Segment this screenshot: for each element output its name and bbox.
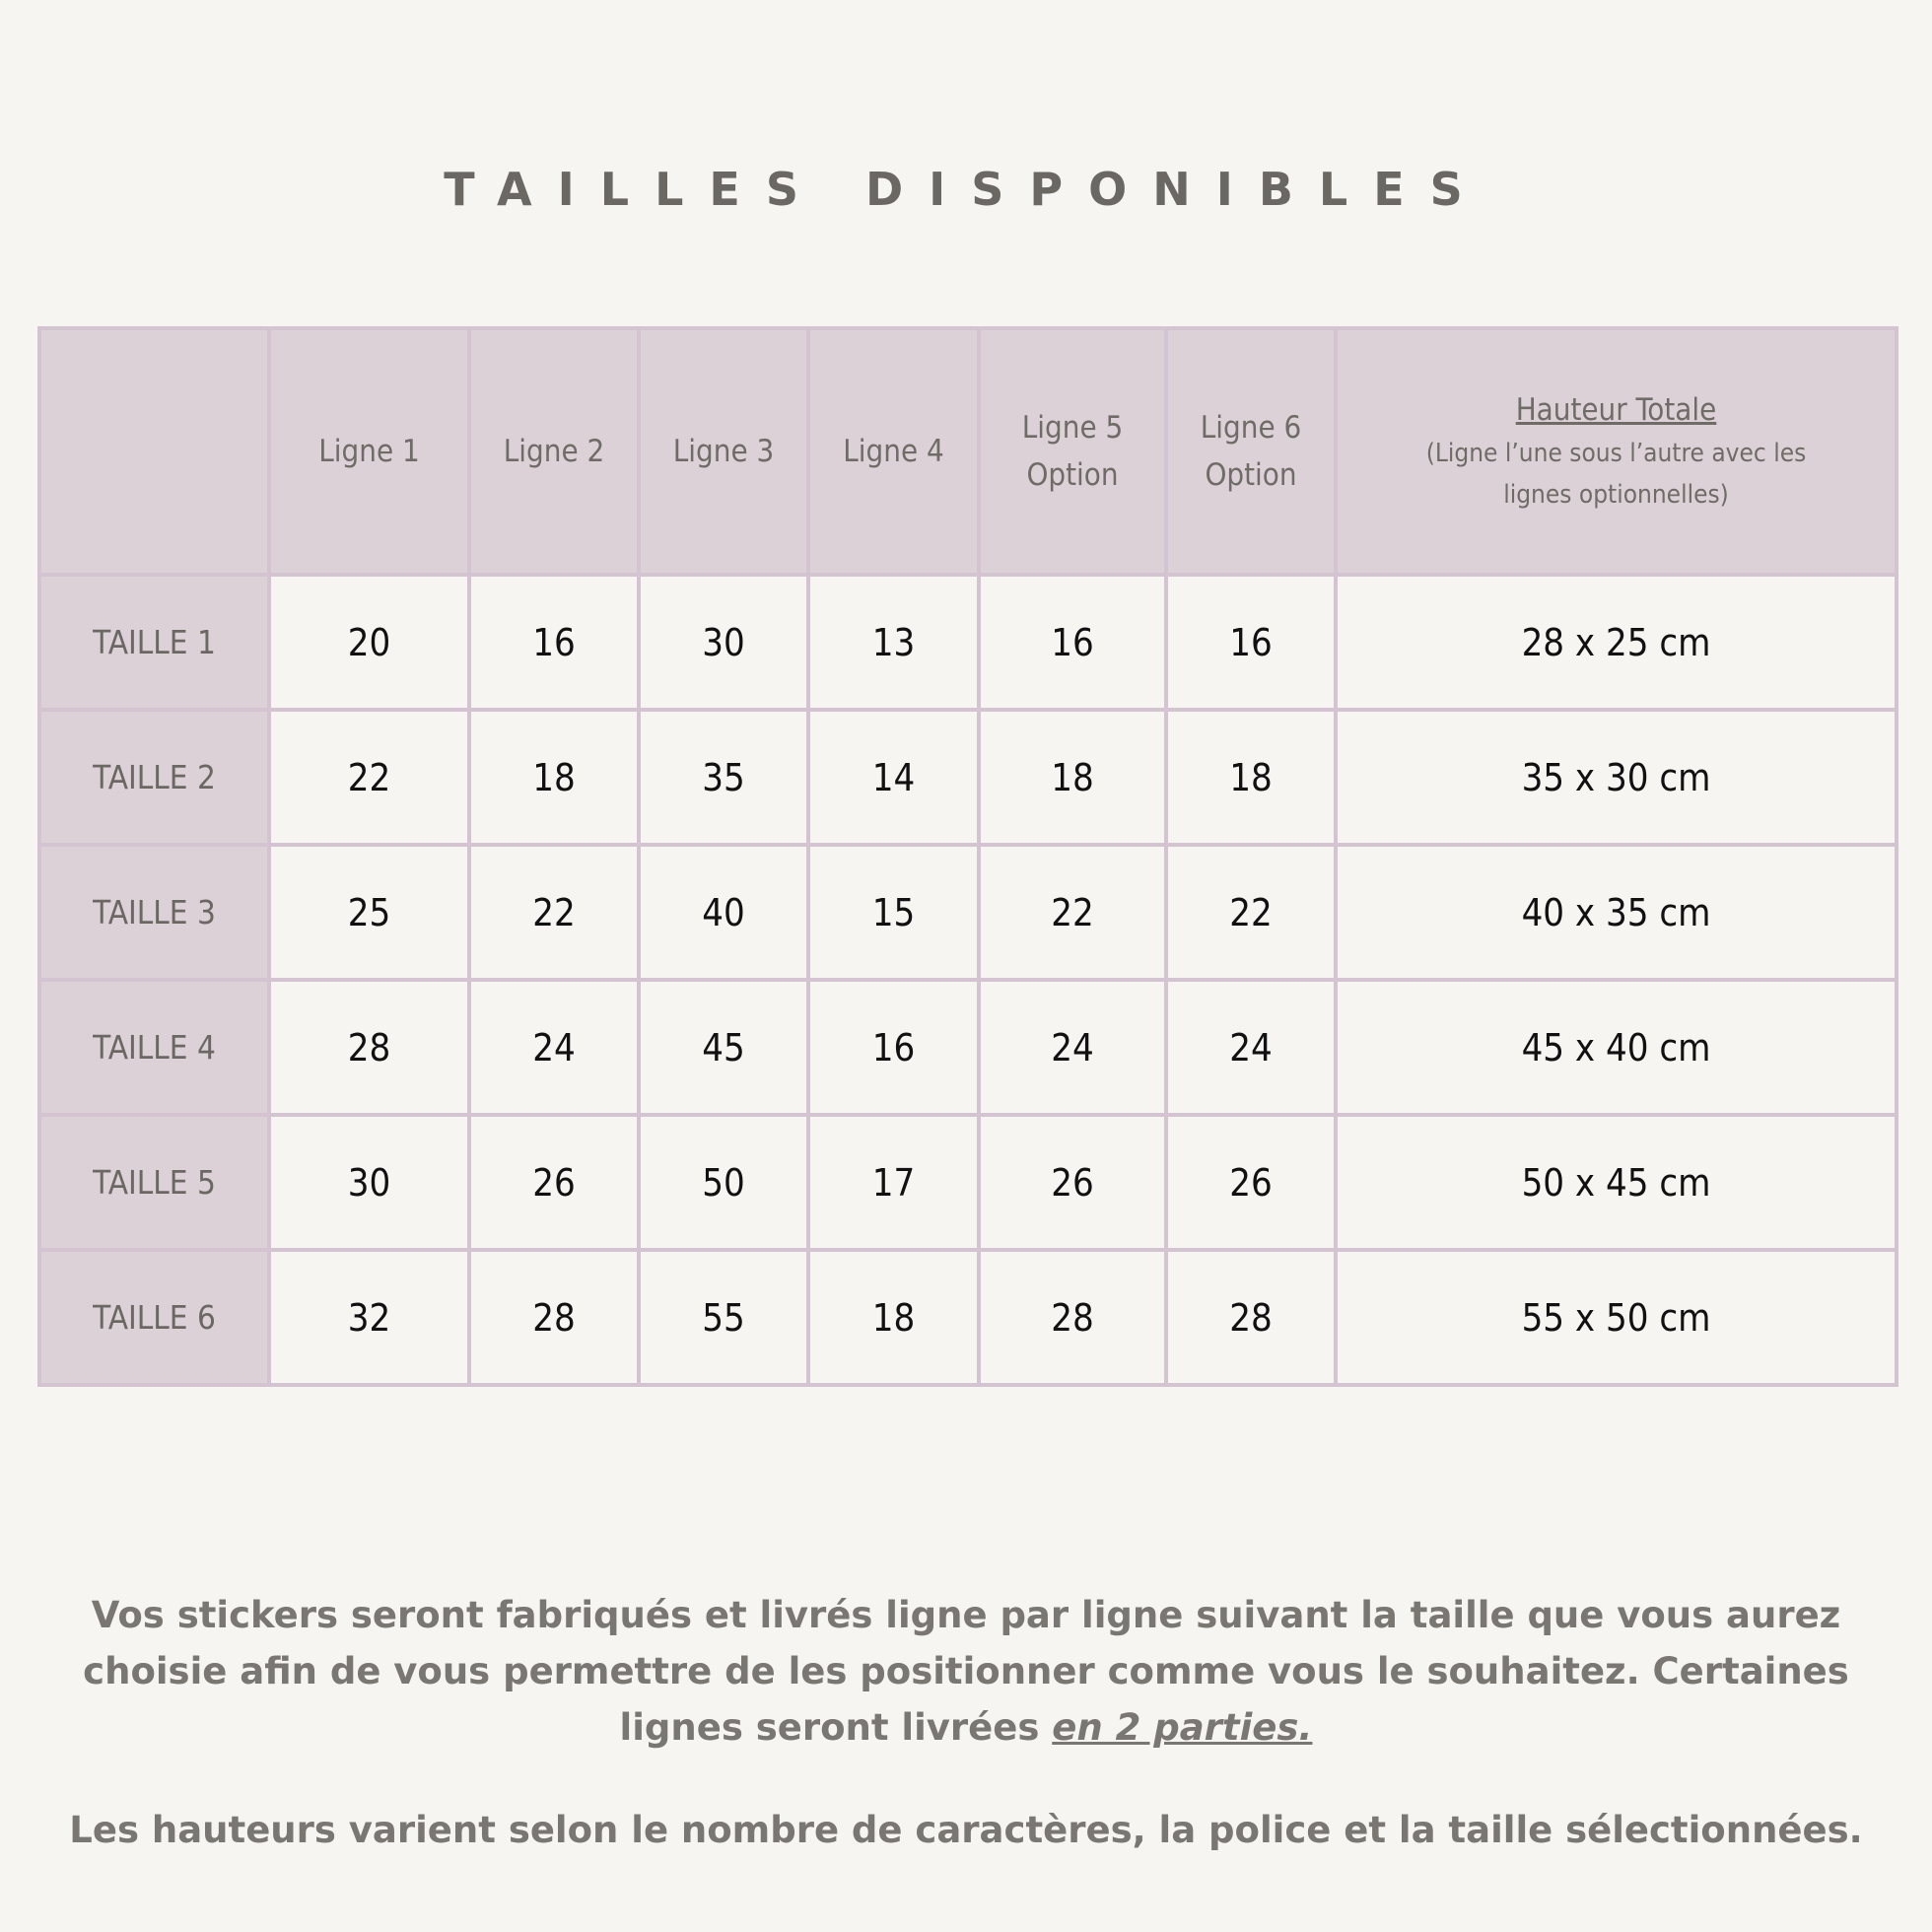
table-row: [39, 980, 1897, 1115]
header-ligne-4: Ligne 4: [808, 328, 979, 575]
table-cell: 17: [808, 1115, 979, 1250]
table-row: [39, 710, 1897, 845]
header-ligne-2: Ligne 2: [469, 328, 639, 575]
header-ligne-5-label: Ligne 5: [1021, 410, 1124, 446]
table-cell: 25: [269, 845, 469, 980]
table-cell: 24: [979, 980, 1166, 1115]
table-cell: 30: [639, 575, 808, 710]
table-cell: 28: [269, 980, 469, 1115]
table-row: [39, 845, 1897, 980]
table-row: [39, 1115, 1897, 1250]
sizes-table: [37, 326, 1898, 1387]
table-cell: 45: [639, 980, 808, 1115]
table-cell: 55: [639, 1250, 808, 1385]
table-cell: 18: [1166, 710, 1336, 845]
table-cell: 26: [979, 1115, 1166, 1250]
page-title: TAILLES DISPONIBLES: [444, 163, 1488, 216]
table-cell-total: 50 x 45 cm: [1336, 1115, 1897, 1250]
table-cell: 22: [469, 845, 639, 980]
table-cell: 30: [269, 1115, 469, 1250]
row-label: TAILLE 1: [39, 575, 269, 710]
table-cell: 13: [808, 575, 979, 710]
table-cell: 16: [469, 575, 639, 710]
hauteur-totale-title: Hauteur Totale: [1515, 392, 1717, 428]
header-ligne-6-label: Ligne 6: [1200, 410, 1302, 446]
hauteur-totale-sub-2: lignes optionnelles): [1503, 480, 1729, 510]
table-cell-total: 55 x 50 cm: [1336, 1250, 1897, 1385]
table-cell: 15: [808, 845, 979, 980]
table-cell: 16: [979, 575, 1166, 710]
table-row: [39, 1250, 1897, 1385]
table-cell: 16: [1166, 575, 1336, 710]
hauteur-totale-sub-1: (Ligne l’une sous l’autre avec les: [1425, 439, 1807, 468]
table-cell-total: 40 x 35 cm: [1336, 845, 1897, 980]
table-cell: 16: [808, 980, 979, 1115]
row-label: TAILLE 2: [39, 710, 269, 845]
delivery-note-emphasis: en 2 parties.: [1052, 1706, 1313, 1749]
table-cell: 18: [808, 1250, 979, 1385]
table-cell: 26: [469, 1115, 639, 1250]
table-cell: 32: [269, 1250, 469, 1385]
table-cell: 20: [269, 575, 469, 710]
delivery-note: [0, 1587, 1932, 1756]
header-ligne-6: [1166, 328, 1336, 575]
row-label: TAILLE 4: [39, 980, 269, 1115]
table-cell: 26: [1166, 1115, 1336, 1250]
table-cell-total: 28 x 25 cm: [1336, 575, 1897, 710]
table-cell: 14: [808, 710, 979, 845]
table-cell: 24: [1166, 980, 1336, 1115]
table-cell: 22: [1166, 845, 1336, 980]
table-cell: 35: [639, 710, 808, 845]
header-ligne-6-option: Option: [1205, 457, 1297, 493]
delivery-note-text: Vos stickers seront fabriqués et livrés ligne par ligne suivant la taille que vous aurez choisie afin de vous permettre de les positionner comme vous le souhaitez. Certaines lignes seront livrées: [83, 1594, 1849, 1749]
table-cell: 24: [469, 980, 639, 1115]
header-hauteur-totale: [1336, 328, 1897, 575]
table-cell-total: 35 x 30 cm: [1336, 710, 1897, 845]
header-ligne-5-option: Option: [1026, 457, 1119, 493]
table-cell-total: 45 x 40 cm: [1336, 980, 1897, 1115]
table-cell: 22: [269, 710, 469, 845]
table-cell: 28: [1166, 1250, 1336, 1385]
table-cell: 40: [639, 845, 808, 980]
header-ligne-1: Ligne 1: [269, 328, 469, 575]
table-cell: 28: [979, 1250, 1166, 1385]
row-label: TAILLE 5: [39, 1115, 269, 1250]
header-ligne-5: [979, 328, 1166, 575]
height-note: Les hauteurs varient selon le nombre de caractères, la police et la taille sélectionnées.: [69, 1809, 1863, 1851]
corner-cell: [39, 328, 269, 575]
table-cell: 28: [469, 1250, 639, 1385]
table-cell: 50: [639, 1115, 808, 1250]
table-cell: 22: [979, 845, 1166, 980]
header-row: [39, 328, 1897, 575]
row-label: TAILLE 3: [39, 845, 269, 980]
table-row: [39, 575, 1897, 710]
header-ligne-3: Ligne 3: [639, 328, 808, 575]
row-label: TAILLE 6: [39, 1250, 269, 1385]
table-cell: 18: [979, 710, 1166, 845]
table-cell: 18: [469, 710, 639, 845]
